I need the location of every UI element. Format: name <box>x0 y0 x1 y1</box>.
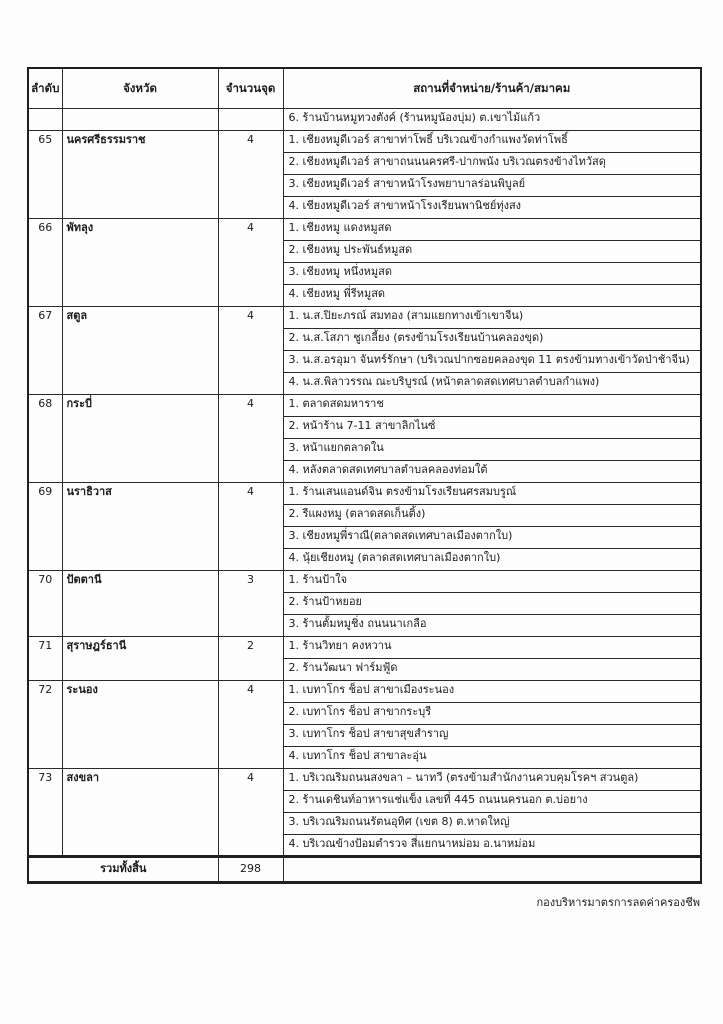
table-body <box>28 108 701 882</box>
location-cell: 2. หน้าร้าน 7-11 สาขาลิกไนซ์ <box>283 416 701 438</box>
location-cell: 4. น.ส.พิลาวรรณ ณะบริบูรณ์ (หน้าตลาดสดเทศบาลตำบลกำแพง) <box>283 372 701 394</box>
count-cell <box>218 108 283 130</box>
index-cell: 72 <box>28 680 62 768</box>
province-row <box>28 482 701 504</box>
count-cell: 4 <box>218 394 283 482</box>
total-count-cell: 298 <box>218 856 283 882</box>
index-cell: 69 <box>28 482 62 570</box>
count-cell: 4 <box>218 680 283 768</box>
province-row <box>28 680 701 702</box>
location-cell: 4. นุ้ยเชียงหมู (ตลาดสดเทศบาลเมืองตากใบ) <box>283 548 701 570</box>
location-cell: 2. เบทาโกร ช็อป สาขากระบุรี <box>283 702 701 724</box>
province-cell: สตูล <box>62 306 218 394</box>
footer-note: กองบริหารมาตรการลดค่าครองชีพ <box>536 896 700 909</box>
location-cell: 2. รีแผงหมู (ตลาดสดเก็นติ้ง) <box>283 504 701 526</box>
location-cell: 4. เชียงหมูดีเวอร์ สาขาหน้าโรงเรียนพานิชย์ทุ่งสง <box>283 196 701 218</box>
location-cell: 1. น.ส.ปิยะภรณ์ สมทอง (สามแยกทางเข้าเขาจีน) <box>283 306 701 328</box>
location-cell: 4. หลังตลาดสดเทศบาลตำบลคลองท่อมใต้ <box>283 460 701 482</box>
location-cell: 3. เชียงหมู หนึ่งหมูสด <box>283 262 701 284</box>
location-cell: 1. ร้านป้าใจ <box>283 570 701 592</box>
location-cell: 3. บริเวณริมถนนรัตนอุทิศ (เขต 8) ต.หาดใหญ่ <box>283 812 701 834</box>
location-cell: 2. น.ส.โสภา ชูเกลี้ยง (ตรงข้ามโรงเรียนบ้านคลองขุด) <box>283 328 701 350</box>
province-cell <box>62 108 218 130</box>
carryover-row <box>28 108 701 130</box>
location-cell: 3. น.ส.อรอุมา จันทร์รักษา (บริเวณปากซอยคลองขุด 11 ตรงข้ามทางเข้าวัดป่าช้าจีน) <box>283 350 701 372</box>
main-table <box>27 67 702 884</box>
index-cell: 71 <box>28 636 62 680</box>
province-cell: พัทลุง <box>62 218 218 306</box>
total-row <box>28 856 701 882</box>
location-cell: 4. บริเวณข้างป้อมตำรวจ สี่แยกนาหม่อม อ.นาหม่อม <box>283 834 701 856</box>
location-cell: 1. ตลาดสดมหาราช <box>283 394 701 416</box>
index-cell <box>28 108 62 130</box>
province-row <box>28 218 701 240</box>
location-cell: 1. เชียงหมูดีเวอร์ สาขาท่าโพธิ์ บริเวณข้างกำแพงวัดท่าโพธิ์ <box>283 130 701 152</box>
location-cell: 3. เชียงหมูดีเวอร์ สาขาหน้าโรงพยาบาลร่อนพิบูลย์ <box>283 174 701 196</box>
index-cell: 68 <box>28 394 62 482</box>
location-cell: 3. เชียงหมูพี่ราณี(ตลาดสดเทศบาลเมืองตากใบ) <box>283 526 701 548</box>
count-cell: 3 <box>218 570 283 636</box>
location-cell: 4. เบทาโกร ช็อป สาขาละอุ่น <box>283 746 701 768</box>
province-row <box>28 394 701 416</box>
location-cell: 1. ร้านวิทยา คงหวาน <box>283 636 701 658</box>
count-cell: 4 <box>218 482 283 570</box>
province-cell: สงขลา <box>62 768 218 856</box>
location-cell: 2. เชียงหมูดีเวอร์ สาขาถนนนครศรี-ปากพนัง บริเวณตรงข้างไทวัสดุ <box>283 152 701 174</box>
location-cell: 4. เชียงหมู พี่รีหมูสด <box>283 284 701 306</box>
index-cell: 73 <box>28 768 62 856</box>
province-cell: นครศรีธรรมราช <box>62 130 218 218</box>
province-row <box>28 768 701 790</box>
location-cell: 1. เบทาโกร ช็อป สาขาเมืองระนอง <box>283 680 701 702</box>
province-cell: สุราษฎร์ธานี <box>62 636 218 680</box>
header-province: จังหวัด <box>62 68 218 108</box>
total-empty-cell <box>283 856 701 882</box>
location-cell: 2. ร้านเดชินท์อาหารแช่แข็ง เลขที่ 445 ถนนนครนอก ต.บ่อยาง <box>283 790 701 812</box>
province-cell: ระนอง <box>62 680 218 768</box>
province-cell: ปัตตานี <box>62 570 218 636</box>
location-cell: 6. ร้านบ้านหมูทวงตังค์ (ร้านหมูน้องบุ่ม) ต.เขาไม้แก้ว <box>283 108 701 130</box>
header-index: ลำดับ <box>28 68 62 108</box>
index-cell: 70 <box>28 570 62 636</box>
count-cell: 4 <box>218 130 283 218</box>
province-cell: นราธิวาส <box>62 482 218 570</box>
province-cell: กระบี่ <box>62 394 218 482</box>
province-row <box>28 636 701 658</box>
count-cell: 4 <box>218 768 283 856</box>
table-header-row <box>28 68 701 108</box>
location-cell: 3. ร้านตั้มหมูชิ่ง ถนนนาเกลือ <box>283 614 701 636</box>
location-cell: 1. ร้านเสนแอนด์จิน ตรงข้ามโรงเรียนศรสมบรูณ์ <box>283 482 701 504</box>
location-cell: 3. หน้าแยกตลาดใน <box>283 438 701 460</box>
index-cell: 67 <box>28 306 62 394</box>
index-cell: 65 <box>28 130 62 218</box>
location-cell: 2. เชียงหมู ประพันธ์หมูสด <box>283 240 701 262</box>
province-row <box>28 306 701 328</box>
count-cell: 4 <box>218 218 283 306</box>
province-row <box>28 130 701 152</box>
location-cell: 1. บริเวณริมถนนสงขลา – นาทวี (ตรงข้ามสำนักงานควบคุมโรคฯ สวนตูล) <box>283 768 701 790</box>
location-cell: 2. ร้านป้าหยอย <box>283 592 701 614</box>
header-count: จำนวนจุด <box>218 68 283 108</box>
location-cell: 2. ร้านวัฒนา ฟาร์มฟู้ด <box>283 658 701 680</box>
province-row <box>28 570 701 592</box>
count-cell: 4 <box>218 306 283 394</box>
header-locations: สถานที่จำหน่าย/ร้านค้า/สมาคม <box>283 68 701 108</box>
total-label-cell: รวมทั้งสิ้น <box>28 856 218 882</box>
location-cell: 3. เบทาโกร ช็อป สาขาสุขสำราญ <box>283 724 701 746</box>
location-cell: 1. เชียงหมู แดงหมูสด <box>283 218 701 240</box>
index-cell: 66 <box>28 218 62 306</box>
count-cell: 2 <box>218 636 283 680</box>
